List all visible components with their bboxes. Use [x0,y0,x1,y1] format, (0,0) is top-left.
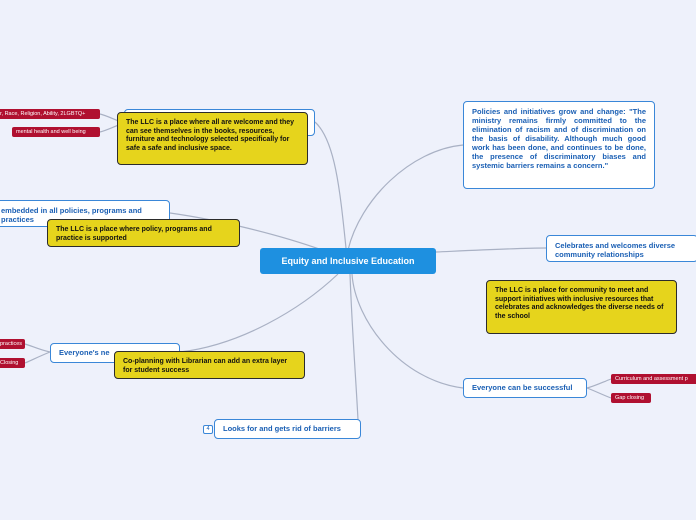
connector-top [315,122,346,248]
connector-tag-closing [25,352,50,363]
note-community[interactable] [486,280,677,334]
connector-tag-curriculum [587,379,611,388]
tag-closing-label: Closing [0,360,19,366]
note-coplanning[interactable] [114,351,305,379]
branch-embedded-label: embedded in all policies, programs and practices [1,206,142,224]
branch-policies-label: Policies and initiatives grow and change: "The ministry remains firmly committed to the elimination of racism and of discrimination on the basis of disability. Although much good work has been done, and continues to be done, the presence of discriminatory biases and systemic barriers remains a concern." [472,107,646,170]
branch-policies[interactable] [463,101,655,189]
connector-tag-practices [25,344,50,352]
tag-curriculum-label: Curriculum and assessment p [615,376,688,382]
branch-barriers[interactable] [214,419,361,439]
connector-celebrates [436,248,546,252]
branch-needs-label: Everyone's ne [59,348,110,357]
note-policy-support-text: The LLC is a place where policy, programs and practice is supported [56,226,212,242]
note-policy-support[interactable] [47,219,240,247]
tag-curriculum[interactable] [611,374,696,384]
tag-identity[interactable] [0,109,100,119]
tag-identity-label: r, Race, Religion, Ability, 2LGBTQ+ [0,111,86,117]
central-topic[interactable] [260,248,436,274]
tag-gap-closing-label: Gap closing [615,395,645,401]
branch-celebrates[interactable] [546,235,696,262]
tag-gap-closing[interactable] [611,393,651,403]
connector-policies [348,145,463,250]
tag-mental-health[interactable] [12,127,100,137]
note-community-text: The LLC is a place for community to meet and support initiatives with inclusive resources that celebrates and acknowledges the diverse needs of the school [495,287,664,320]
branch-celebrates-label: Celebrates and welcomes diverse community relationships [555,241,676,259]
note-welcome-text: The LLC is a place where all are welcome and they can see themselves in the books, resources, furniture and technology selected specifically for safe a safe and inclusive space. [126,119,295,152]
connector-needs [180,274,338,352]
central-topic-label: Equity and Inclusive Education [281,256,415,266]
tag-mental-health-label: mental health and well being [16,129,86,135]
connector-tag-gap [587,388,611,398]
branch-successful[interactable] [463,378,587,398]
tag-practices-label: practices [0,341,23,347]
tag-closing[interactable] [0,358,25,368]
branch-barriers-count: 4 [206,426,210,432]
connector-successful [352,274,463,388]
branch-barriers-label: Looks for and gets rid of barriers [223,424,341,433]
branch-successful-label: Everyone can be successful [472,383,573,392]
note-welcome[interactable] [117,112,308,165]
note-coplanning-text: Co-planning with Librarian can add an extra layer for student success [123,358,288,374]
tag-practices[interactable] [0,339,25,349]
branch-barriers-count-badge[interactable] [203,425,213,434]
